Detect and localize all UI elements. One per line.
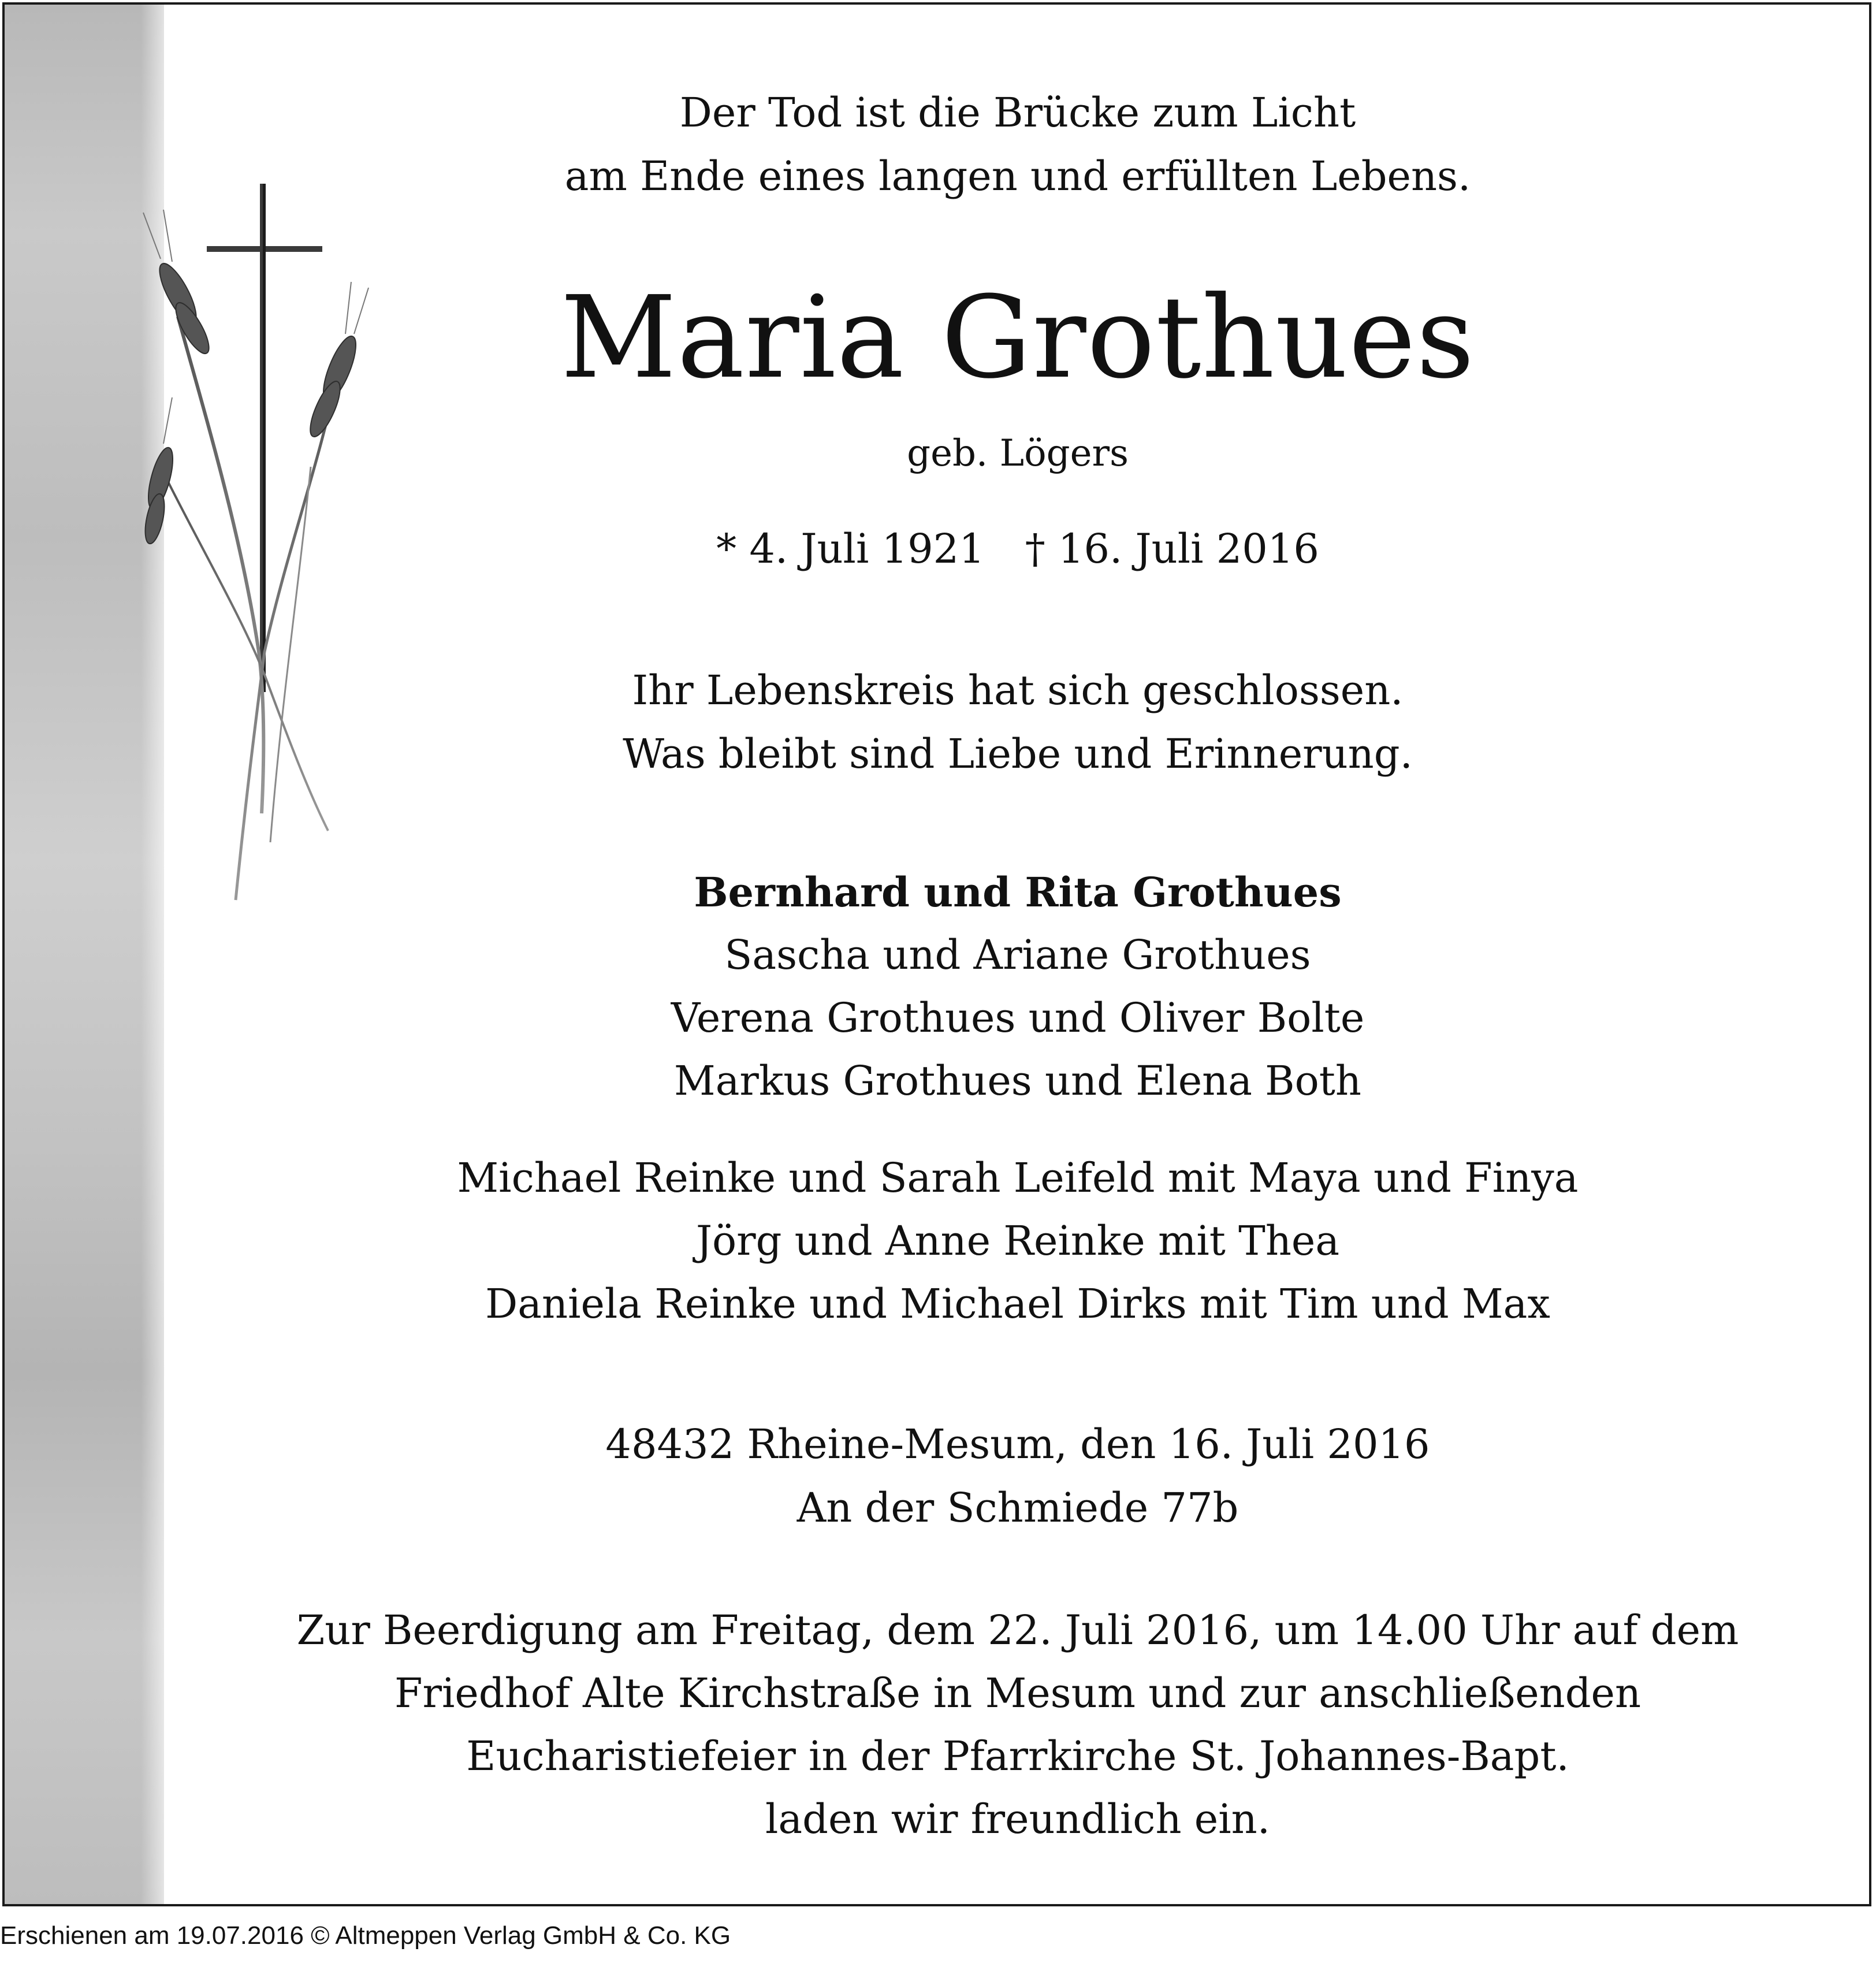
place-date: 48432 Rheine-Mesum, den 16. Juli 2016 xyxy=(605,1421,1430,1468)
life-dates xyxy=(159,520,1876,578)
funeral-line: Friedhof Alte Kirchstraße in Mesum und zur anschließenden xyxy=(394,1670,1642,1717)
verse-line: Was bleibt sind Liebe und Erinnerung. xyxy=(623,730,1413,778)
mourner-line: Daniela Reinke und Michael Dirks mit Tim und Max xyxy=(485,1280,1550,1328)
verse-line: Ihr Lebenskreis hat sich geschlossen. xyxy=(632,667,1404,714)
mourners-primary xyxy=(159,861,1876,1113)
mourner-line: Sascha und Ariane Grothues xyxy=(724,931,1311,979)
motto xyxy=(159,81,1876,208)
mourner-line: Verena Grothues und Oliver Bolte xyxy=(671,994,1365,1042)
funeral-line: Zur Beerdigung am Freitag, dem 22. Juli 2016, um 14.00 Uhr auf dem xyxy=(296,1607,1739,1654)
funeral-line: Eucharistiefeier in der Pfarrkirche St. Johannes-Bapt. xyxy=(466,1732,1569,1780)
motto-line: am Ende eines langen und erfüllten Lebens. xyxy=(564,153,1471,200)
mourners-secondary xyxy=(159,1147,1876,1336)
mourner-line: Markus Grothues und Elena Both xyxy=(674,1057,1361,1105)
mourner-line: Jörg und Anne Reinke mit Thea xyxy=(695,1217,1340,1265)
verse xyxy=(159,659,1876,786)
death-date: † 16. Juli 2016 xyxy=(1025,525,1319,572)
deceased-name: Maria Grothues xyxy=(560,272,1475,404)
maiden-name: geb. Lögers xyxy=(907,432,1129,475)
mourner-line: Michael Reinke und Sarah Leifeld mit Maya und Finya xyxy=(457,1154,1579,1202)
mourner-line: Bernhard und Rita Grothues xyxy=(694,868,1342,916)
motto-line: Der Tod ist die Brücke zum Licht xyxy=(679,89,1356,136)
street-address: An der Schmiede 77b xyxy=(796,1484,1239,1531)
funeral-notice xyxy=(159,1599,1876,1851)
place-and-address xyxy=(159,1412,1876,1540)
funeral-line: laden wir freundlich ein. xyxy=(765,1795,1270,1843)
birth-date: * 4. Juli 1921 xyxy=(716,525,985,572)
publication-footer: Erschienen am 19.07.2016 © Altmeppen Verlag GmbH & Co. KG xyxy=(0,1921,731,1950)
